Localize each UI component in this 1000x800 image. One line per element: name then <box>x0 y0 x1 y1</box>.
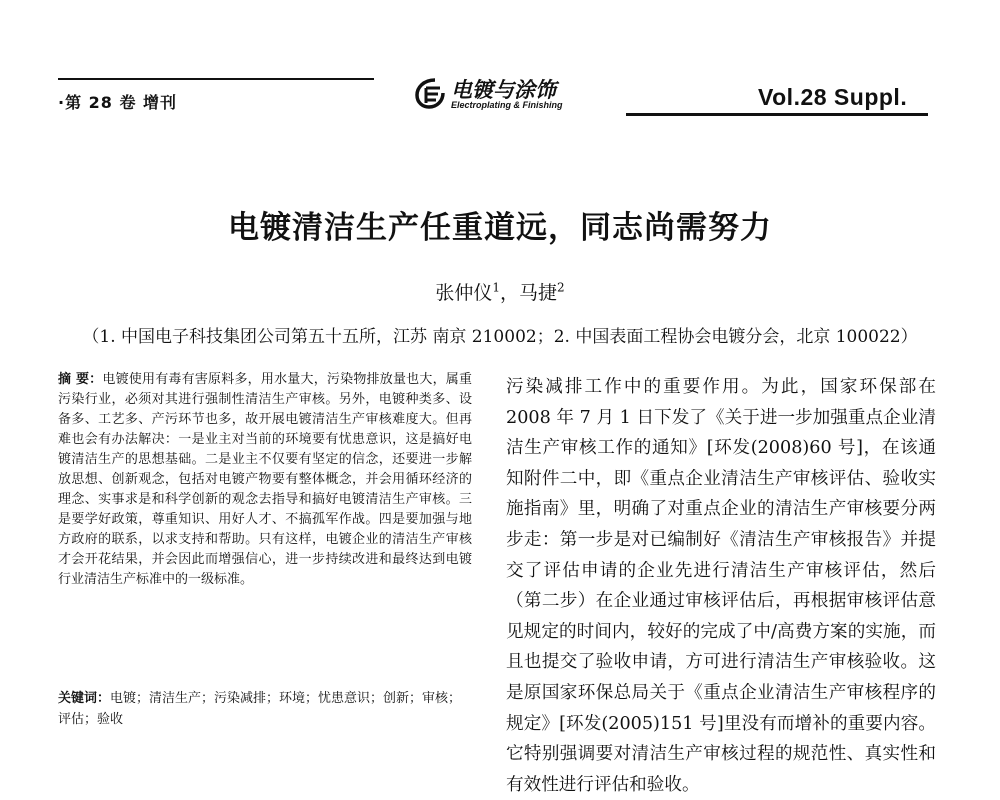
abstract <box>58 370 472 590</box>
author-2-affil-mark: 2 <box>557 280 565 295</box>
author-line <box>0 278 1000 305</box>
author-1: 张仲仪 <box>435 282 493 304</box>
keywords <box>58 688 472 730</box>
journal-logo-icon <box>413 76 447 110</box>
body-column: 污染减排工作中的重要作用。为此，国家环保部在 2008 年 7 月 1 日下发了《关于进一步加强重点企业清洁生产审核工作的通知》[环发(2008)60 号]，在该通知附件二中，即《重点企业清洁生产审核评估、验收实施指南》里，明确了对重点企业的清洁生产审核要分两步走：第一步是对已编制好《清洁生产审核报告》并提交了评估申请的企业先进行清洁生产审核评估，然后（第二步）在企业通过审核评估后，再根据审核评估意见规定的时间内，较好的完成了中/高费方案的实施，而且也提交了验收申请，方可进行清洁生产审核验收。这是原国家环保总局关于《重点企业清洁生产审核程序的规定》[环发(2005)151 号]里没有而增补的重要内容。它特别强调要对清洁生产审核过程的规范性、真实性和有效性进行评估和验收。 <box>506 377 936 795</box>
author-1-affil-mark: 1 <box>492 280 500 295</box>
header-right-rule <box>626 113 928 116</box>
author-2: 马捷 <box>519 282 558 304</box>
keywords-text: 电镀；清洁生产；污染减排；环境；忧患意识；创新；审核；评估；验收 <box>58 691 462 727</box>
article-title: 电镀清洁生产任重道远，同志尚需努力 <box>228 210 772 246</box>
journal-volume: ·第 28 卷 增刊 <box>58 93 178 112</box>
affiliations: （1. 中国电子科技集团公司第五十五所，江苏 南京 210002；2. 中国表面工程协会电镀分会，北京 100022） <box>82 327 918 347</box>
journal-logo-english: Electroplating & Finishing <box>451 100 563 110</box>
journal-volume-english: Vol.28 Suppl. <box>758 84 908 110</box>
keywords-label: 关键词： <box>58 691 111 706</box>
abstract-label: 摘 要： <box>58 372 103 387</box>
abstract-text: 电镀使用有毒有害原料多，用水量大，污染物排放量也大，属重污染行业，必须对其进行强制性清洁生产审核。另外，电镀种类多、设备多、工艺多、产污环节也多，故开展电镀清洁生产审核难度大。但再难也会有办法解决：一是业主对当前的环境要有忧患意识，这是搞好电镀清洁生产的思想基础。二是业主不仅要有坚定的信念，还要进一步解放思想、创新观念，包括对电镀产物要有整体概念，并会用循环经济的理念、实事求是和科学创新的观念去指导和搞好电镀清洁生产审核。三是要学好政策，尊重知识、用好人才、不搞孤军作战。四是要加强与地方政府的联系，以求支持和帮助。只有这样，电镀企业的清洁生产审核才会开花结果，并会因此而增强信心，进一步持续改进和最终达到电镀行业清洁生产标准中的一级标准。 <box>58 372 472 587</box>
journal-logo <box>413 74 613 118</box>
author-separator: ， <box>499 282 519 304</box>
header-left-rule <box>58 78 374 80</box>
journal-logo-chinese: 电镀与涂饰 <box>451 78 556 102</box>
